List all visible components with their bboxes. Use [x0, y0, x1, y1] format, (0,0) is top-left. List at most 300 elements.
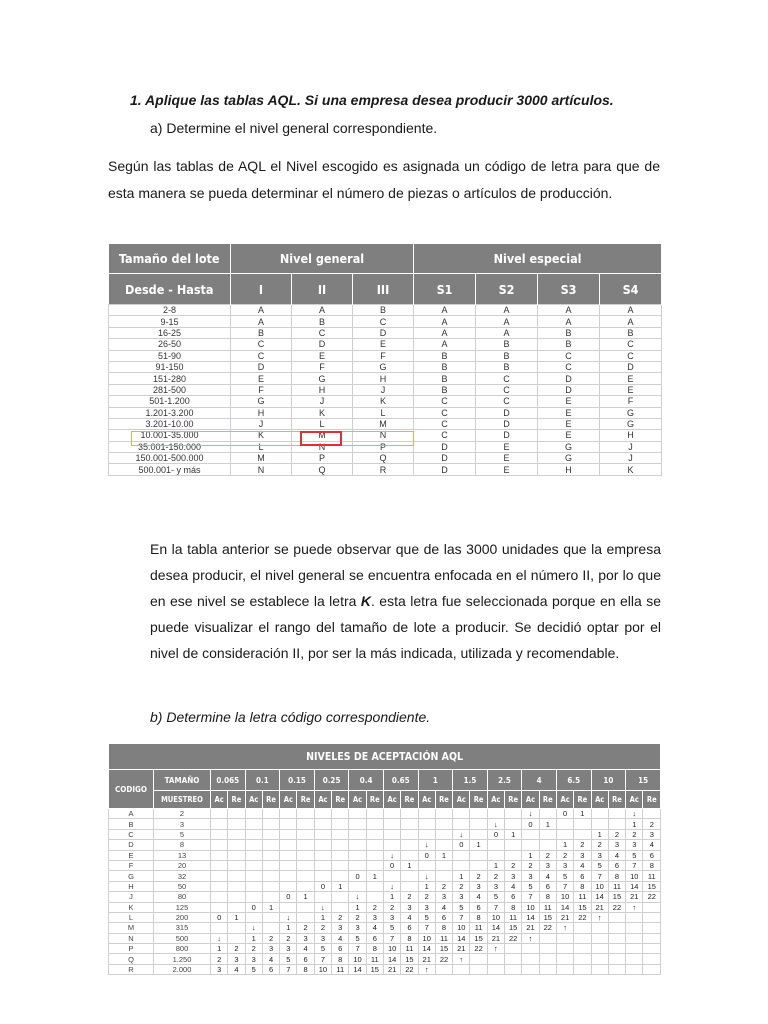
code-letter-cell: M [353, 418, 414, 429]
code-letter-cell: P [353, 441, 414, 452]
acceptance-value-cell [366, 809, 383, 819]
acceptance-value-cell: 5 [487, 892, 504, 902]
arrow-down-icon: ↓ [383, 881, 400, 891]
code-letter-cell: C [538, 350, 600, 361]
header-level-s3: S3 [538, 274, 600, 305]
header-level-s4: S4 [600, 274, 662, 305]
acceptance-value-cell: 14 [349, 964, 366, 974]
acceptance-value-cell: 5 [556, 871, 573, 881]
code-letter-cell: J [600, 453, 662, 464]
question-1a: a) Determine el nivel general correspondiente. [150, 120, 438, 136]
acceptance-value-cell [228, 871, 245, 881]
acceptance-value-cell [297, 809, 314, 819]
acceptance-value-cell: 22 [435, 954, 452, 964]
acceptance-value-cell: 8 [435, 923, 452, 933]
acceptance-value-cell: 3 [245, 954, 262, 964]
acceptance-value-cell: 3 [556, 860, 573, 870]
acceptance-value-cell [314, 809, 331, 819]
acceptance-value-cell [453, 860, 470, 870]
table-row [109, 902, 661, 912]
acceptance-value-cell [643, 933, 661, 943]
acceptance-value-cell: 2 [228, 944, 245, 954]
code-letter-cell: A [231, 305, 292, 316]
acceptance-value-cell: 6 [643, 850, 661, 860]
acceptance-value-cell: 11 [470, 923, 487, 933]
sample-size-cell: 1.250 [154, 954, 211, 964]
header-aql-level: 1 [418, 770, 453, 791]
acceptance-value-cell [487, 850, 504, 860]
acceptance-value-cell [211, 923, 228, 933]
header-ac: Ac [626, 791, 643, 809]
acceptance-value-cell: 7 [418, 923, 435, 933]
header-level-ii: II [292, 274, 353, 305]
acceptance-value-cell: 3 [332, 923, 349, 933]
acceptance-value-cell: 21 [591, 902, 608, 912]
acceptance-value-cell [262, 912, 279, 922]
lot-range-cell: 35.001-150.000 [109, 441, 231, 452]
acceptance-value-cell: 2 [418, 892, 435, 902]
acceptance-value-cell [297, 912, 314, 922]
header-aql-level: 6.5 [556, 770, 591, 791]
acceptance-value-cell [228, 819, 245, 829]
header-ac: Ac [522, 791, 539, 809]
acceptance-value-cell: 8 [332, 954, 349, 964]
acceptance-value-cell: 21 [383, 964, 400, 974]
acceptance-value-cell [332, 850, 349, 860]
code-letter-cell: N [292, 441, 353, 452]
acceptance-value-cell [626, 964, 643, 974]
acceptance-value-cell: 15 [366, 964, 383, 974]
acceptance-value-cell [366, 840, 383, 850]
acceptance-value-cell [332, 809, 349, 819]
header-general-level: Nivel general [231, 244, 414, 274]
acceptance-value-cell: 22 [505, 933, 522, 943]
acceptance-value-cell [297, 881, 314, 891]
table-row [109, 954, 661, 964]
acceptance-value-cell [228, 892, 245, 902]
acceptance-value-cell: 6 [539, 881, 556, 891]
acceptance-value-cell: 0 [383, 860, 400, 870]
code-cell: C [109, 829, 154, 839]
acceptance-value-cell: 1 [211, 944, 228, 954]
arrow-down-icon: ↓ [349, 892, 366, 902]
acceptance-value-cell [297, 871, 314, 881]
acceptance-value-cell [505, 819, 522, 829]
header-aql-level: 15 [626, 770, 661, 791]
acceptance-value-cell: 21 [418, 954, 435, 964]
acceptance-value-cell: 5 [383, 923, 400, 933]
acceptance-value-cell: 8 [539, 892, 556, 902]
arrow-up-icon: ↑ [556, 923, 573, 933]
acceptance-value-cell: 8 [608, 871, 625, 881]
code-letter-cell: A [414, 305, 476, 316]
code-letter-cell: K [231, 430, 292, 441]
acceptance-value-cell: 1 [556, 840, 573, 850]
header-ac: Ac [591, 791, 608, 809]
acceptance-value-cell [608, 933, 625, 943]
acceptance-value-cell [539, 954, 556, 964]
code-letter-cell: A [292, 305, 353, 316]
code-cell: A [109, 809, 154, 819]
acceptance-value-cell [245, 840, 262, 850]
acceptance-value-cell: 7 [280, 964, 297, 974]
acceptance-value-cell: 3 [522, 871, 539, 881]
acceptance-value-cell: 2 [280, 933, 297, 943]
acceptance-value-cell: 6 [574, 871, 591, 881]
acceptance-value-cell: 2 [556, 850, 573, 860]
code-letter-cell: B [476, 339, 538, 350]
acceptance-value-cell [470, 850, 487, 860]
lot-range-cell: 500.001- y más [109, 464, 231, 475]
acceptance-value-cell [245, 850, 262, 860]
acceptance-value-cell [418, 809, 435, 819]
header-aql-level: 1.5 [453, 770, 488, 791]
acceptance-value-cell: 1 [505, 829, 522, 839]
acceptance-value-cell: 3 [505, 871, 522, 881]
acceptance-value-cell [211, 850, 228, 860]
acceptance-value-cell: 8 [401, 933, 418, 943]
code-letter-cell: D [292, 339, 353, 350]
acceptance-value-cell: 7 [522, 892, 539, 902]
code-letter-cell: D [476, 407, 538, 418]
acceptance-value-cell: 2 [211, 954, 228, 964]
acceptance-value-cell: 0 [522, 819, 539, 829]
acceptance-value-cell [487, 809, 504, 819]
header-aql-level: 4 [522, 770, 557, 791]
acceptance-value-cell [280, 871, 297, 881]
lot-range-cell: 2-8 [109, 305, 231, 316]
header-ac: Ac [280, 791, 297, 809]
header-re: Re [262, 791, 279, 809]
acceptance-value-cell [643, 912, 661, 922]
acceptance-value-cell: 3 [435, 892, 452, 902]
acceptance-value-cell [366, 860, 383, 870]
header-re: Re [574, 791, 591, 809]
acceptance-value-cell: 10 [591, 881, 608, 891]
acceptance-value-cell: 4 [608, 850, 625, 860]
acceptance-value-cell [626, 954, 643, 964]
acceptance-value-cell [453, 819, 470, 829]
acceptance-value-cell [591, 964, 608, 974]
acceptance-value-cell: 4 [574, 860, 591, 870]
table-row [109, 305, 662, 316]
code-letter-cell: E [600, 373, 662, 384]
sample-size-cell: 315 [154, 923, 211, 933]
acceptance-value-cell [608, 809, 625, 819]
acceptance-value-cell: 10 [453, 923, 470, 933]
code-letter-cell: F [353, 350, 414, 361]
code-letter-cell: A [414, 339, 476, 350]
acceptance-value-cell: 22 [574, 912, 591, 922]
code-cell: P [109, 944, 154, 954]
acceptance-value-cell [332, 892, 349, 902]
acceptance-value-cell: 15 [401, 954, 418, 964]
acceptance-value-cell [314, 860, 331, 870]
acceptance-value-cell: 1 [349, 902, 366, 912]
acceptance-value-cell: 2 [453, 881, 470, 891]
code-letter-cell: H [538, 464, 600, 475]
header-re: Re [608, 791, 625, 809]
header-ac: Ac [245, 791, 262, 809]
acceptance-value-cell: 8 [297, 964, 314, 974]
acceptance-value-cell: 11 [332, 964, 349, 974]
code-cell: K [109, 902, 154, 912]
code-letter-cell: B [600, 327, 662, 338]
acceptance-value-cell: 5 [522, 881, 539, 891]
acceptance-value-cell: 3 [539, 860, 556, 870]
acceptance-value-cell: 14 [522, 912, 539, 922]
acceptance-value-cell: 10 [349, 954, 366, 964]
acceptance-value-cell [453, 850, 470, 860]
header-level-i: I [231, 274, 292, 305]
acceptance-value-cell [574, 819, 591, 829]
acceptance-value-cell [314, 892, 331, 902]
code-letter-cell: D [414, 441, 476, 452]
acceptance-value-cell [522, 829, 539, 839]
code-letter-cell: A [476, 316, 538, 327]
acceptance-value-cell [245, 819, 262, 829]
acceptance-value-cell: 3 [418, 902, 435, 912]
acceptance-value-cell [608, 954, 625, 964]
acceptance-value-cell [539, 933, 556, 943]
acceptance-value-cell: 4 [332, 933, 349, 943]
code-letter-cell: B [353, 305, 414, 316]
acceptance-value-cell: 6 [297, 954, 314, 964]
acceptance-value-cell [539, 944, 556, 954]
acceptance-value-cell: 2 [574, 840, 591, 850]
acceptance-value-cell: 15 [539, 912, 556, 922]
acceptance-value-cell: 6 [505, 892, 522, 902]
code-letter-cell: G [292, 373, 353, 384]
acceptance-value-cell: 1 [453, 871, 470, 881]
code-letter-cell: H [600, 430, 662, 441]
acceptance-value-cell [505, 954, 522, 964]
acceptance-value-cell [401, 809, 418, 819]
acceptance-value-cell [470, 860, 487, 870]
header-code: CODIGO [109, 770, 154, 809]
question-1b: b) Determine la letra código correspondiente. [150, 709, 431, 725]
code-letter-cell: J [292, 396, 353, 407]
acceptance-value-cell: 6 [435, 912, 452, 922]
acceptance-value-cell [280, 829, 297, 839]
sample-size-cell: 2.000 [154, 964, 211, 974]
acceptance-value-cell [591, 923, 608, 933]
acceptance-value-cell: 11 [366, 954, 383, 964]
acceptance-value-cell: 6 [332, 944, 349, 954]
header-re: Re [470, 791, 487, 809]
lot-range-cell: 91-150 [109, 361, 231, 372]
acceptance-value-cell [435, 840, 452, 850]
acceptance-value-cell: 8 [505, 902, 522, 912]
acceptance-value-cell: 22 [608, 902, 625, 912]
table-row [109, 871, 661, 881]
acceptance-value-cell: 1 [470, 840, 487, 850]
acceptance-value-cell [470, 954, 487, 964]
acceptance-value-cell [332, 840, 349, 850]
acceptance-value-cell: 0 [487, 829, 504, 839]
acceptance-value-cell [505, 809, 522, 819]
acceptance-value-cell: 2 [608, 829, 625, 839]
header-special-level: Nivel especial [414, 244, 662, 274]
acceptance-value-cell [297, 829, 314, 839]
acceptance-value-cell: 11 [608, 881, 625, 891]
acceptance-value-cell [505, 850, 522, 860]
highlight-lot-row [131, 431, 414, 446]
acceptance-value-cell [383, 871, 400, 881]
header-re: Re [366, 791, 383, 809]
acceptance-value-cell [228, 933, 245, 943]
code-cell: Q [109, 954, 154, 964]
code-letter-cell: C [476, 396, 538, 407]
arrow-down-icon: ↓ [522, 809, 539, 819]
acceptance-value-cell: 3 [349, 923, 366, 933]
arrow-up-icon: ↑ [418, 964, 435, 974]
table-row [109, 350, 662, 361]
header-re: Re [539, 791, 556, 809]
header-re: Re [228, 791, 245, 809]
arrow-down-icon: ↓ [280, 912, 297, 922]
acceptance-value-cell [643, 809, 661, 819]
acceptance-value-cell [228, 881, 245, 891]
code-cell: G [109, 871, 154, 881]
acceptance-value-cell: 1 [366, 871, 383, 881]
acceptance-value-cell [401, 850, 418, 860]
acceptance-value-cell: 1 [262, 902, 279, 912]
acceptance-value-cell [608, 819, 625, 829]
code-letter-cell: E [353, 339, 414, 350]
lot-range-cell: 150.001-500.000 [109, 453, 231, 464]
arrow-down-icon: ↓ [626, 809, 643, 819]
acceptance-value-cell [418, 819, 435, 829]
acceptance-value-cell: 1 [487, 860, 504, 870]
code-cell: E [109, 850, 154, 860]
sample-size-cell: 13 [154, 850, 211, 860]
code-letter-cell: C [231, 350, 292, 361]
acceptance-value-cell [401, 829, 418, 839]
acceptance-value-cell: 6 [262, 964, 279, 974]
acceptance-value-cell [608, 944, 625, 954]
acceptance-value-cell [556, 933, 573, 943]
acceptance-value-cell: 7 [383, 933, 400, 943]
acceptance-value-cell: 1 [297, 892, 314, 902]
code-letter-cell: C [292, 327, 353, 338]
header-aql-level: 2.5 [487, 770, 522, 791]
acceptance-value-cell: 6 [401, 923, 418, 933]
acceptance-value-cell: 7 [487, 902, 504, 912]
acceptance-value-cell [643, 954, 661, 964]
acceptance-value-cell: 4 [470, 892, 487, 902]
code-letter-cell: Q [353, 453, 414, 464]
acceptance-value-cell [262, 829, 279, 839]
acceptance-value-cell: 3 [401, 902, 418, 912]
acceptance-value-cell: 14 [418, 944, 435, 954]
acceptance-value-cell: 1 [383, 892, 400, 902]
code-letter-cell: B [476, 361, 538, 372]
acceptance-value-cell [297, 902, 314, 912]
acceptance-value-cell [556, 964, 573, 974]
acceptance-value-cell: 3 [574, 850, 591, 860]
acceptance-value-cell [228, 850, 245, 860]
acceptance-value-cell [470, 809, 487, 819]
code-letter-cell: B [292, 316, 353, 327]
code-letter-cell: C [538, 361, 600, 372]
header-ac: Ac [453, 791, 470, 809]
acceptance-value-cell: 2 [643, 819, 661, 829]
arrow-up-icon: ↑ [591, 912, 608, 922]
acceptance-value-cell: 6 [608, 860, 625, 870]
acceptance-value-cell: 10 [418, 933, 435, 943]
code-letter-cell: D [414, 453, 476, 464]
lot-range-cell: 16-25 [109, 327, 231, 338]
acceptance-value-cell [505, 944, 522, 954]
acceptance-value-cell [366, 892, 383, 902]
acceptance-value-cell [262, 892, 279, 902]
acceptance-value-cell [643, 923, 661, 933]
sample-size-cell: 5 [154, 829, 211, 839]
acceptance-value-cell [262, 881, 279, 891]
aql-table-title: NIVELES DE ACEPTACIÓN AQL [109, 744, 661, 770]
acceptance-value-cell [280, 809, 297, 819]
acceptance-value-cell [245, 860, 262, 870]
acceptance-value-cell [228, 860, 245, 870]
acceptance-value-cell: 1 [418, 881, 435, 891]
code-letter-cell: L [231, 441, 292, 452]
acceptance-value-cell [522, 944, 539, 954]
acceptance-value-cell [522, 954, 539, 964]
acceptance-value-cell: 1 [228, 912, 245, 922]
arrow-down-icon: ↓ [383, 850, 400, 860]
code-letter-cell: J [231, 418, 292, 429]
lot-range-cell: 9-15 [109, 316, 231, 327]
code-letter-cell: C [414, 407, 476, 418]
acceptance-value-cell [574, 933, 591, 943]
acceptance-value-cell: 15 [435, 944, 452, 954]
code-letter-cell: D [476, 430, 538, 441]
acceptance-value-cell: 3 [487, 881, 504, 891]
header-re: Re [297, 791, 314, 809]
acceptance-value-cell: 21 [487, 933, 504, 943]
acceptance-value-cell [297, 819, 314, 829]
acceptance-value-cell: 2 [401, 892, 418, 902]
code-letter-cell: A [414, 327, 476, 338]
code-letter-cell: M [231, 453, 292, 464]
acceptance-value-cell: 1 [574, 809, 591, 819]
acceptance-value-cell: 15 [470, 933, 487, 943]
arrow-up-icon: ↑ [487, 944, 504, 954]
acceptance-value-cell [262, 860, 279, 870]
sample-size-cell: 500 [154, 933, 211, 943]
acceptance-value-cell [349, 840, 366, 850]
acceptance-value-cell: 3 [453, 892, 470, 902]
acceptance-value-cell: 3 [470, 881, 487, 891]
code-letter-cell: K [353, 396, 414, 407]
acceptance-value-cell [556, 819, 573, 829]
acceptance-value-cell [522, 840, 539, 850]
acceptance-value-cell: 0 [418, 850, 435, 860]
acceptance-value-cell: 10 [487, 912, 504, 922]
acceptance-value-cell: 21 [556, 912, 573, 922]
acceptance-value-cell: 11 [574, 892, 591, 902]
code-cell: M [109, 923, 154, 933]
code-letter-cell: B [231, 327, 292, 338]
acceptance-value-cell [574, 829, 591, 839]
acceptance-value-cell: 15 [608, 892, 625, 902]
header-aql-level: 0.065 [211, 770, 246, 791]
lot-range-cell: 51-90 [109, 350, 231, 361]
acceptance-value-cell: 5 [453, 902, 470, 912]
header-lot-size: Tamaño del lote [109, 244, 231, 274]
acceptance-value-cell: 1 [591, 829, 608, 839]
